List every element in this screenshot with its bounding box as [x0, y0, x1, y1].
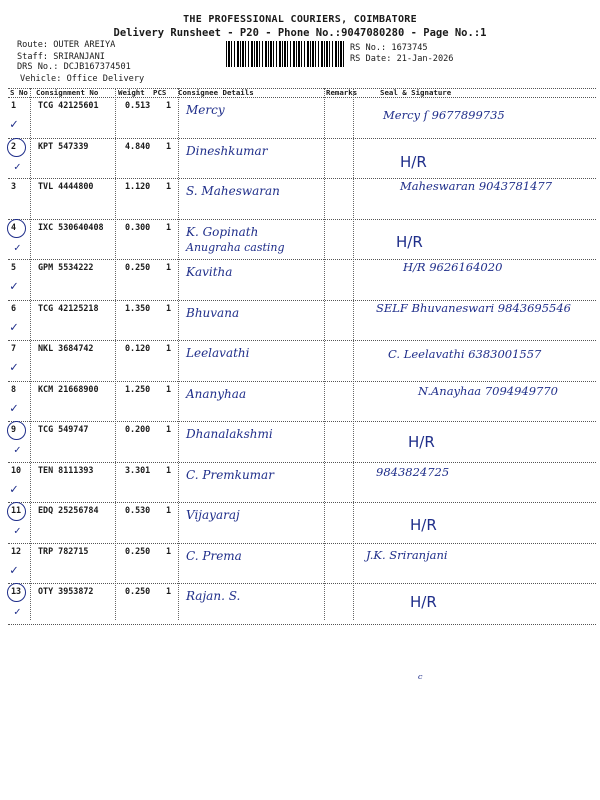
row-consignment-no: KPT 547339 — [38, 140, 89, 151]
tick-mark: ✓ — [10, 319, 18, 335]
stray-mark: ᶜ — [418, 672, 423, 687]
row-sno: 2 — [11, 140, 17, 151]
col-header-remarks: Remarks — [326, 88, 358, 97]
row-sno: 13 — [11, 586, 22, 596]
runsheet-meta-2 — [17, 62, 144, 85]
staff-label: Staff: SRIRANJANI — [17, 51, 105, 62]
row-consignee-name: Rajan. S. — [186, 589, 241, 603]
col-header-weight: Weight — [118, 88, 145, 97]
row-sno: 4 — [11, 221, 17, 232]
circled-number-mark — [7, 219, 26, 238]
col-header-seal: Seal & Signature — [380, 88, 452, 97]
row-sno: 6 — [11, 302, 17, 313]
drs-label: DRS No.: DCJB167374501 — [17, 62, 131, 72]
row-signature: J.K. Sriranjani — [366, 547, 448, 562]
row-consignment-no: TCG 42125601 — [38, 100, 99, 110]
tick-mark: ✓ — [14, 159, 21, 173]
rs-number: RS No.: 1673745 — [350, 43, 428, 53]
row-sno: 1 — [11, 100, 17, 110]
row-signature: Mercy ſ 9677899735 — [383, 108, 505, 122]
row-weight: 1.120 — [125, 181, 151, 191]
tick-mark: ✓ — [14, 240, 21, 254]
row-pcs: 1 — [166, 424, 172, 434]
row-sno: 7 — [11, 343, 17, 353]
row-pcs: 1 — [166, 181, 172, 191]
row-sno: 9 — [11, 424, 17, 434]
row-signature: H/R — [396, 232, 423, 251]
row-signature: H/R — [410, 516, 437, 534]
tick-mark: ✓ — [14, 443, 21, 456]
row-sno: 8 — [11, 383, 17, 394]
row-weight: 3.301 — [125, 464, 151, 475]
row-consignment-no: KCM 21668900 — [38, 383, 99, 394]
row-pcs: 1 — [166, 343, 172, 353]
row-signature: H/R — [400, 152, 427, 171]
runsheet-meta — [17, 40, 115, 63]
row-signature: H/R — [410, 593, 437, 611]
row-signature: SELF Bhuvaneswari 9843695546 — [376, 300, 571, 315]
col-header-consignee: Consignee Details — [178, 88, 254, 97]
row-consignee-name: Dineshkumar — [186, 143, 268, 158]
row-consignment-no: GPM 5534222 — [38, 262, 94, 272]
row-pcs: 1 — [166, 505, 172, 515]
row-consignee-name: Leelavathi — [186, 346, 250, 360]
row-consignee-name: Mercy — [186, 103, 225, 117]
row-pcs: 1 — [166, 262, 172, 272]
row-weight: 4.840 — [125, 140, 151, 151]
row-pcs: 1 — [166, 383, 172, 394]
row-weight: 0.300 — [125, 221, 151, 232]
row-consignment-no: TCG 549747 — [38, 424, 89, 434]
row-pcs: 1 — [166, 140, 172, 151]
tick-mark: ✓ — [10, 279, 18, 294]
row-pcs: 1 — [166, 545, 172, 556]
row-consignee-name: Bhuvana — [186, 305, 240, 320]
row-weight: 0.250 — [125, 262, 151, 272]
route-label: Route: OUTER AREIYA — [17, 40, 116, 50]
row-weight: 1.350 — [125, 302, 151, 313]
tick-mark: ✓ — [14, 605, 21, 618]
tick-mark: ✓ — [14, 524, 21, 537]
row-consignee-name: Kavitha — [186, 265, 233, 279]
document-title: THE PROFESSIONAL COURIERS, COIMBATORE — [183, 14, 417, 25]
circled-number-mark — [7, 502, 26, 521]
row-consignee-name: K. Gopinath — [186, 224, 259, 239]
row-sno: 10 — [11, 464, 22, 475]
row-weight: 0.250 — [125, 586, 151, 596]
row-sno: 5 — [11, 262, 17, 272]
circled-number-mark — [7, 421, 26, 440]
row-signature: 9843824725 — [376, 464, 450, 479]
runsheet-table — [8, 88, 596, 620]
row-sno: 12 — [11, 545, 22, 556]
tick-mark: ✓ — [10, 562, 18, 578]
row-consignee-name: Ananyhaa — [186, 386, 247, 401]
row-signature: C. Leelavathi 6383001557 — [388, 347, 542, 361]
row-pcs: 1 — [166, 302, 172, 313]
row-pcs: 1 — [166, 586, 172, 596]
row-pcs: 1 — [166, 464, 172, 475]
row-consignment-no: TRP 782715 — [38, 545, 89, 556]
row-weight: 1.250 — [125, 383, 151, 394]
tick-mark: ✓ — [10, 400, 18, 416]
circled-number-mark — [7, 583, 26, 602]
row-pcs: 1 — [166, 100, 172, 110]
row-consignee-company: Anugraha casting — [186, 240, 285, 254]
row-weight: 0.530 — [125, 505, 151, 515]
row-pcs: 1 — [166, 221, 172, 232]
row-signature: H/R 9626164020 — [403, 260, 503, 274]
row-consignment-no: TVL 4444800 — [38, 181, 94, 191]
tick-mark: ✓ — [10, 481, 18, 497]
row-consignment-no: EDQ 25256784 — [38, 505, 99, 515]
row-consignment-no: IXC 530640408 — [38, 221, 104, 232]
row-consignment-no: NKL 3684742 — [38, 343, 94, 353]
col-header-pcs: PCS — [153, 88, 167, 97]
row-weight: 0.513 — [125, 100, 151, 110]
row-signature: Maheswaran 9043781477 — [400, 179, 553, 193]
document-subtitle: Delivery Runsheet - P20 - Phone No.:9047080280 - Page No.:1 — [113, 27, 487, 39]
row-signature: N.Anayhaa 7094949770 — [418, 383, 558, 398]
row-consignee-name: Vijayaraj — [186, 508, 240, 522]
row-sno: 3 — [11, 181, 17, 191]
row-consignee-name: C. Prema — [186, 548, 242, 563]
row-consignee-name: S. Maheswaran — [186, 184, 280, 198]
col-header-consignment: Consignment No — [36, 88, 99, 97]
row-sno: 11 — [11, 505, 22, 515]
row-weight: 0.250 — [125, 545, 151, 556]
barcode — [226, 41, 346, 67]
row-consignee-name: C. Premkumar — [186, 467, 274, 482]
tick-mark: ✓ — [10, 360, 18, 375]
row-consignment-no: OTY 3953872 — [38, 586, 94, 596]
row-weight: 0.120 — [125, 343, 151, 353]
row-consignment-no: TCG 42125218 — [38, 302, 99, 313]
row-consignee-name: Dhanalakshmi — [186, 427, 273, 441]
col-header-sno: S No — [10, 88, 28, 97]
row-weight: 0.200 — [125, 424, 151, 434]
row-consignment-no: TEN 8111393 — [38, 464, 94, 475]
rs-info — [350, 43, 453, 65]
row-signature: H/R — [408, 433, 435, 451]
circled-number-mark — [7, 138, 26, 157]
tick-mark: ✓ — [10, 117, 18, 132]
rs-date: RS Date: 21-Jan-2026 — [350, 54, 454, 64]
vehicle-label: Vehicle: Office Delivery — [20, 73, 145, 84]
